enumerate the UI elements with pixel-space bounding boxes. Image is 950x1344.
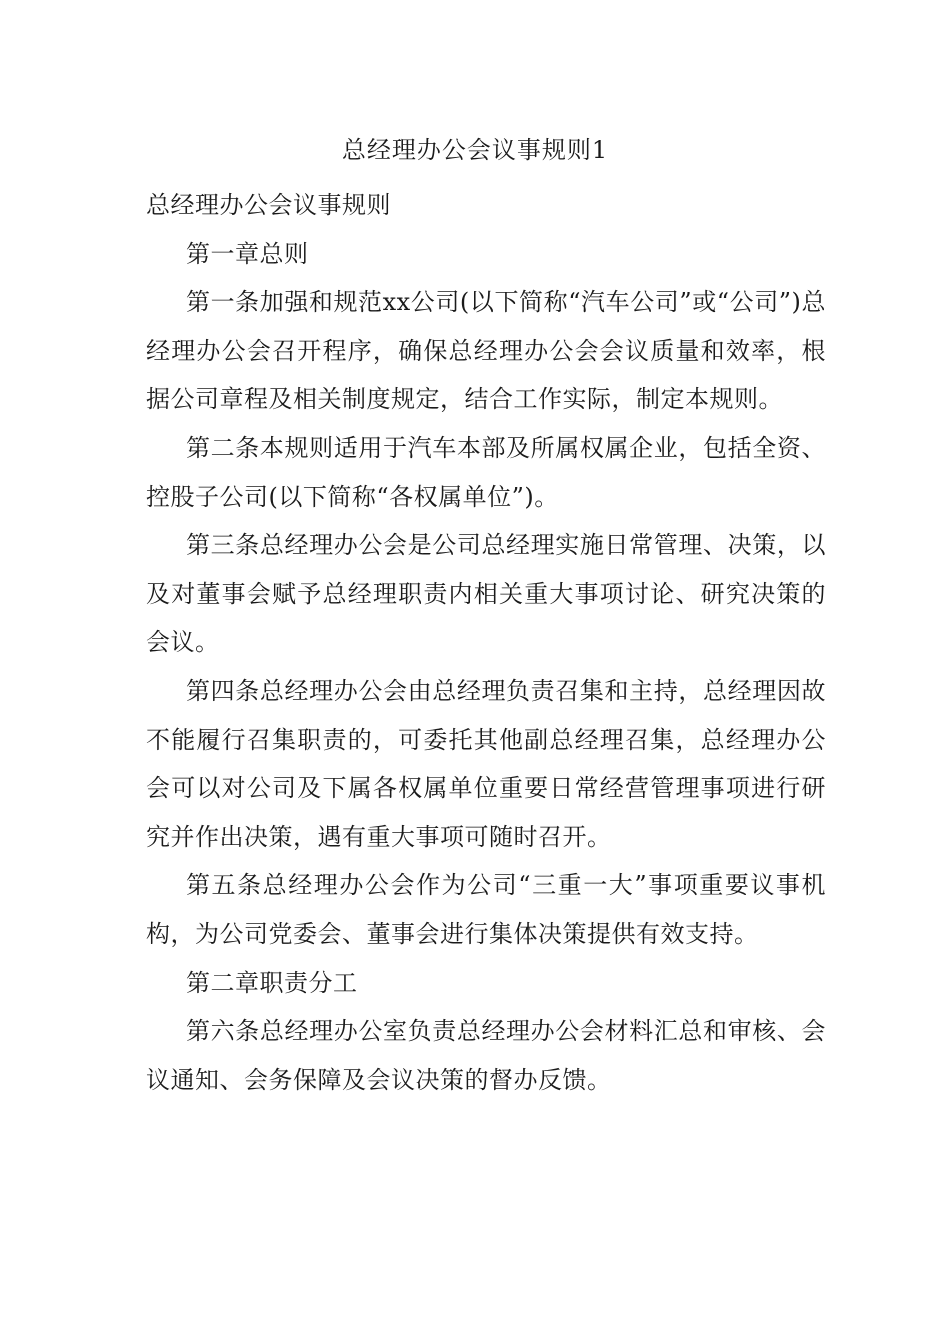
rules-heading: 总经理办公会议事规则 xyxy=(146,191,391,219)
article-3-paragraph: 第三条总经理办公会是公司总经理实施日常管理、决策，以及对董事会赋予总经理职责内相关重大事项讨论、研究决策的会议。 xyxy=(146,531,826,657)
chapter-heading-duties: 第二章职责分工 xyxy=(186,968,358,997)
article-2-paragraph: 第二条本规则适用于汽车本部及所属权属企业，包括全资、控股子公司(以下简称“各权属单位”)。 xyxy=(146,433,826,511)
article-4-paragraph: 第四条总经理办公会由总经理负责召集和主持，总经理因故不能履行召集职责的，可委托其他副总经理召集，总经理办公会可以对公司及下属各权属单位重要日常经营管理事项进行研究并作出决策，遇有重大事项可随时召开。 xyxy=(146,676,826,851)
article-5-paragraph: 第五条总经理办公会作为公司“三重一大”事项重要议事机构，为公司党委会、董事会进行集体决策提供有效支持。 xyxy=(146,871,826,948)
article-6-paragraph: 第六条总经理办公室负责总经理办公会材料汇总和审核、会议通知、会务保障及会议决策的督办反馈。 xyxy=(146,1017,826,1094)
chapter-heading-general: 第一章总则 xyxy=(186,239,309,268)
document-body xyxy=(146,181,826,1104)
article-1-paragraph: 第一条加强和规范xx公司(以下简称“汽车公司”或“公司”)总经理办公会召开程序，确保总经理办公会会议质量和效率，根据公司章程及相关制度规定，结合工作实际，制定本规则。 xyxy=(146,288,826,414)
document-title: 总经理办公会议事规则1 xyxy=(341,136,609,164)
